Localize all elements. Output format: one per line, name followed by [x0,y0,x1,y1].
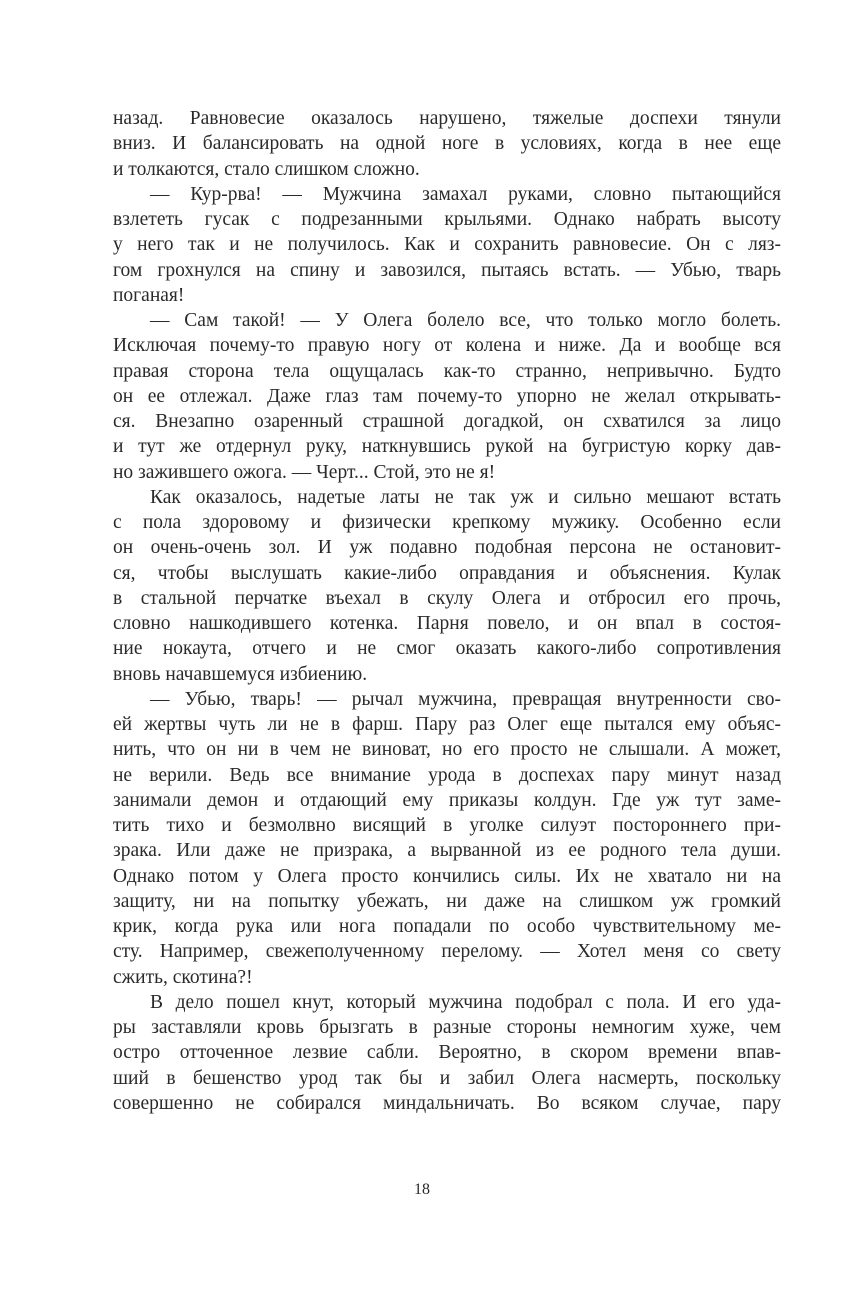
page-number: 18 [414,1181,430,1198]
text-line: он ее отлежал. Даже глаз там почему-то упорно не желал открывать- [113,385,781,407]
text-line: ся, чтобы выслушать какие-либо оправдания и объяснения. Кулак [113,562,781,584]
page-body-text [113,106,781,1116]
text-line: Исключая почему-то правую ногу от колена и ниже. Да и вообще вся [113,335,781,357]
text-line: остро отточенное лезвие сабли. Вероятно, в скором времени впав- [113,1042,781,1064]
text-line: крик, когда рука или нога попадали по особо чувствительному ме- [113,916,781,937]
text-line: нить, что он ни в чем не виноват, но его просто не слышали. А может, [113,739,781,761]
text-line: вниз. И балансировать на одной ноге в условиях, когда в нее еще [113,133,781,155]
text-line: ние нокаута, отчего и не смог оказать какого-либо сопротивления [113,638,781,660]
text-line: у него так и не получилось. Как и сохранить равновесие. Он с ляз- [113,234,781,256]
text-line: поганая! [113,284,185,306]
paragraph [113,182,781,308]
paragraph [113,106,781,182]
text-line: — Сам такой! — У Олега болело все, что только могло болеть. [150,310,781,331]
text-line: в стальной перчатке въехал в скулу Олега и отбросил его прочь, [113,587,781,609]
text-line: словно нашкодившего котенка. Парня повело, и он впал в состоя- [113,613,781,634]
paragraph [113,687,781,990]
text-line: вновь начавшемуся избиению. [113,663,368,685]
text-line: ры заставляли кровь брызгать в разные стороны немногим хуже, чем [113,1017,781,1038]
text-line: с пола здоровому и физически крепкому мужику. Особенно если [113,512,781,533]
text-line: правая сторона тела ощущалась как-то странно, непривычно. Будто [113,360,781,382]
text-line: сту. Например, свежеполученному перелому. — Хотел меня со свету [113,941,781,963]
text-line: взлететь гусак с подрезанными крыльями. Однако набрать высоту [113,209,781,230]
text-line: гом грохнулся на спину и завозился, пытаясь встать. — Убью, тварь [113,259,781,281]
text-line: занимали демон и отдающий ему приказы колдун. Где уж тут заме- [113,789,781,811]
text-line: зрака. Или даже не призрака, а вырванной из ее родного тела души. [113,840,781,862]
paragraph [113,308,781,485]
text-line: защиту, ни на попытку убежать, ни даже на слишком уж громкий [113,890,781,912]
text-line: и толкаются, стало слишком сложно. [113,158,420,180]
text-line: В дело пошел кнут, который мужчина подобрал с пола. И его уда- [150,991,781,1013]
text-line: — Убью, тварь! — рычал мужчина, превращая внутренности сво- [150,688,781,710]
paragraph [113,485,781,687]
text-line: но зажившего ожога. — Черт... Стой, это не я! [113,461,496,483]
text-line: назад. Равновесие оказалось нарушено, тяжелые доспехи тянули [113,108,781,129]
text-line: сжить, скотина?! [113,966,253,988]
paragraph [113,990,781,1116]
text-line: он очень-очень зол. И уж подавно подобная персона не остановит- [113,537,781,559]
text-line: ший в бешенство урод так бы и забил Олега насмерть, поскольку [113,1067,781,1089]
text-line: совершенно не собирался миндальничать. Во всяком случае, пару [113,1092,781,1114]
text-line: — Кур-рва! — Мужчина замахал руками, словно пытающийся [150,183,781,205]
text-line: ся. Внезапно озаренный страшной догадкой, он схватился за лицо [113,411,781,432]
text-line: Как оказалось, надетые латы не так уж и сильно мешают встать [150,486,781,508]
text-line: ей жертвы чуть ли не в фарш. Пару раз Олег еще пытался ему объяс- [113,714,781,735]
text-line: и тут же отдернул руку, наткнувшись рукой на бугристую корку дав- [113,436,781,458]
text-line: Однако потом у Олега просто кончились силы. Их не хватало ни на [113,865,781,887]
text-line: тить тихо и безмолвно висящий в уголке силуэт постороннего при- [113,815,781,836]
text-line: не верили. Ведь все внимание урода в доспехах пару минут назад [113,764,781,786]
